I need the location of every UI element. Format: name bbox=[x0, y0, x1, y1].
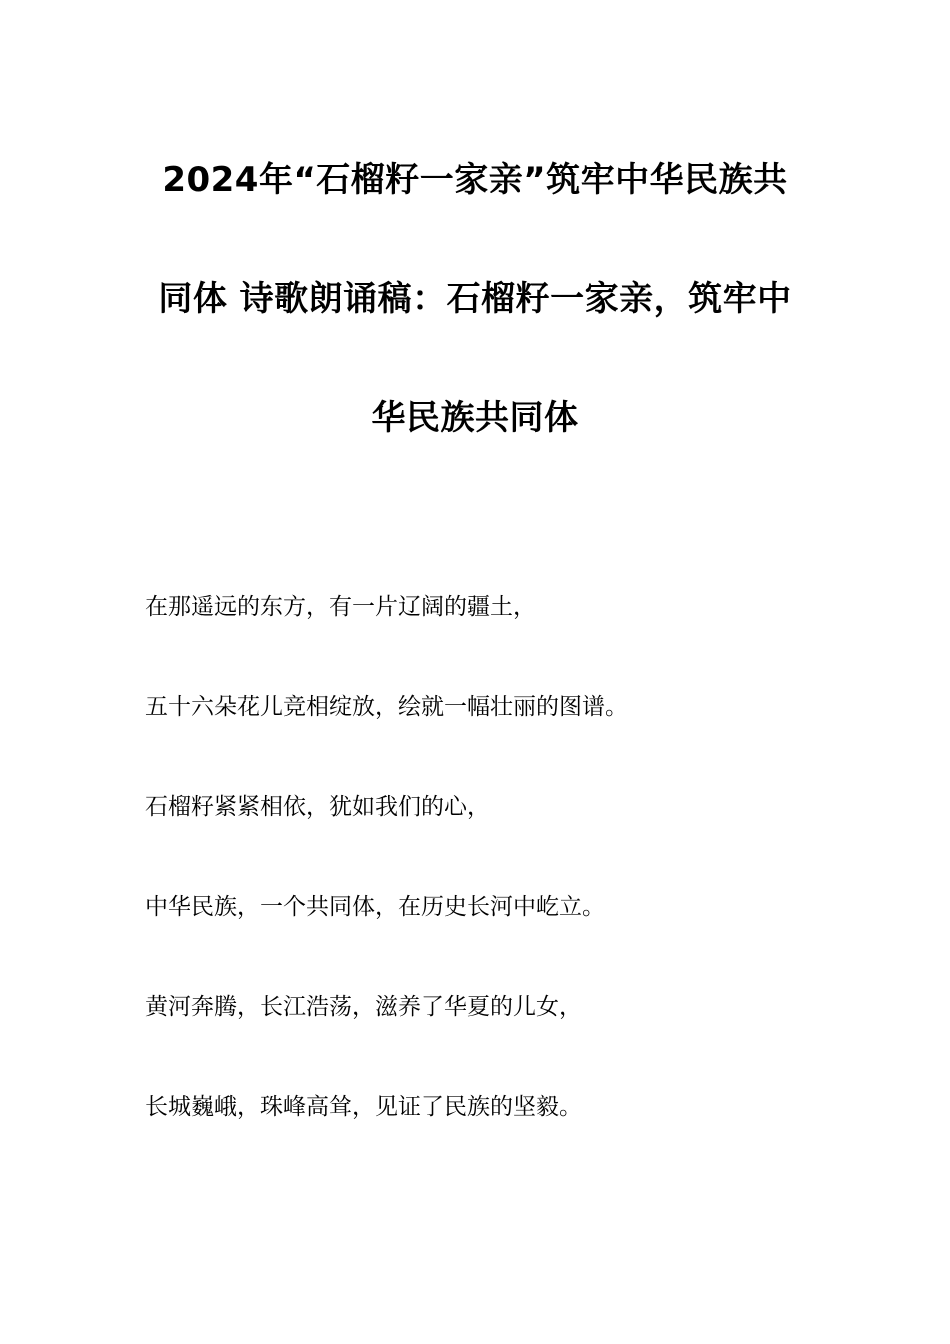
poem-line-4: 中华民族，一个共同体，在历史长河中屹立。 bbox=[145, 894, 605, 920]
title-line-1: 2024年“石榴籽一家亲”筑牢中华民族共 bbox=[162, 160, 788, 200]
title-line-3: 华民族共同体 bbox=[371, 398, 579, 438]
poem-line-1: 在那遥远的东方，有一片辽阔的疆土， bbox=[145, 594, 536, 620]
poem-line-6: 长城巍峨，珠峰高耸，见证了民族的坚毅。 bbox=[145, 1094, 582, 1120]
poem-line-3: 石榴籽紧紧相依，犹如我们的心， bbox=[145, 794, 490, 820]
title-line-2: 同体 诗歌朗诵稿：石榴籽一家亲，筑牢中 bbox=[158, 279, 792, 319]
poem-line-2: 五十六朵花儿竞相绽放，绘就一幅壮丽的图谱。 bbox=[145, 694, 628, 720]
poem-line-5: 黄河奔腾，长江浩荡，滋养了华夏的儿女， bbox=[145, 994, 582, 1020]
